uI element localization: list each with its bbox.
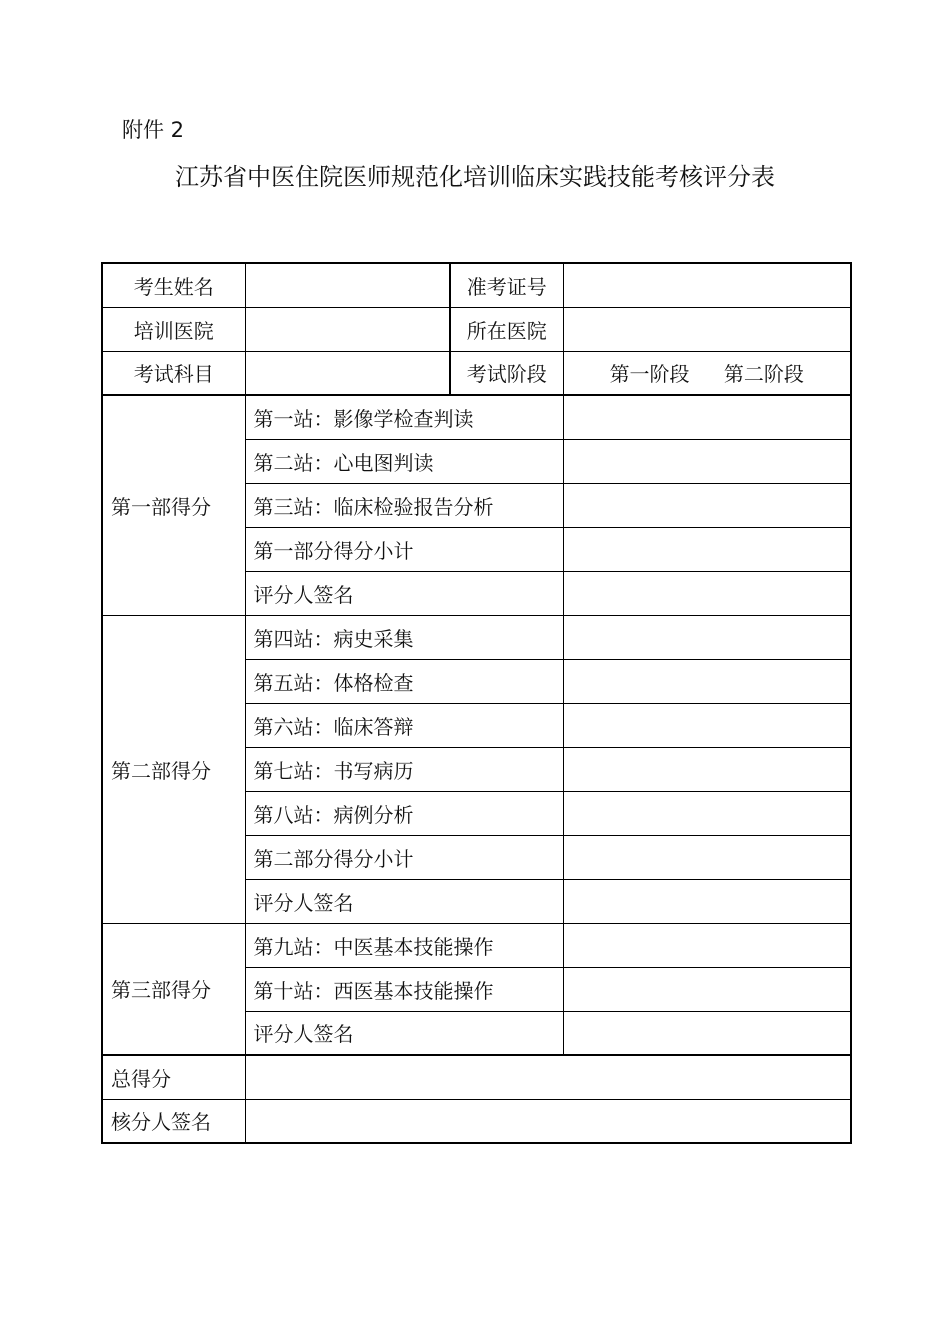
exam-stage-label: 考试阶段: [450, 351, 563, 395]
station-item: 第四站：病史采集: [245, 615, 563, 659]
info-row-candidate: [102, 263, 851, 307]
total-score-field[interactable]: [245, 1055, 851, 1099]
current-hospital-field[interactable]: [563, 307, 851, 351]
station-item: 第五站：体格检查: [245, 659, 563, 703]
verifier-signature-row: [102, 1099, 851, 1143]
attachment-label: 附件 2: [122, 118, 185, 142]
signature-field[interactable]: [563, 1011, 851, 1055]
total-score-row: [102, 1055, 851, 1099]
verifier-signature-label: 核分人签名: [102, 1099, 245, 1143]
section-label-part3: 第三部得分: [102, 923, 245, 1055]
station-item: 第七站：书写病历: [245, 747, 563, 791]
verifier-signature-field[interactable]: [245, 1099, 851, 1143]
training-hospital-field[interactable]: [245, 307, 450, 351]
station-item: 第二站：心电图判读: [245, 439, 563, 483]
stage-option-first[interactable]: 第一阶段: [609, 362, 690, 387]
total-score-label: 总得分: [102, 1055, 245, 1099]
table-row: [102, 615, 851, 659]
table-row: [102, 395, 851, 439]
signature-field[interactable]: [563, 571, 851, 615]
score-field[interactable]: [563, 615, 851, 659]
candidate-name-label: 考生姓名: [102, 263, 245, 307]
section-label-part1: 第一部得分: [102, 395, 245, 615]
info-row-subject: [102, 351, 851, 395]
station-item: 第十站：西医基本技能操作: [245, 967, 563, 1011]
station-item: 第九站：中医基本技能操作: [245, 923, 563, 967]
score-field[interactable]: [563, 483, 851, 527]
score-field[interactable]: [563, 923, 851, 967]
document-title: 江苏省中医住院医师规范化培训临床实践技能考核评分表: [175, 163, 775, 191]
stage-option-second[interactable]: 第二阶段: [723, 362, 804, 387]
station-item: 第一站：影像学检查判读: [245, 395, 563, 439]
score-field[interactable]: [563, 527, 851, 571]
score-field[interactable]: [563, 659, 851, 703]
table-row: [102, 923, 851, 967]
info-row-hospital: [102, 307, 851, 351]
station-item: 第六站：临床答辩: [245, 703, 563, 747]
score-field[interactable]: [563, 395, 851, 439]
exam-stage-options: [563, 351, 851, 395]
score-field[interactable]: [563, 439, 851, 483]
score-table: [101, 262, 852, 1144]
current-hospital-label: 所在医院: [450, 307, 563, 351]
signature-field[interactable]: [563, 879, 851, 923]
score-field[interactable]: [563, 967, 851, 1011]
training-hospital-label: 培训医院: [102, 307, 245, 351]
grader-signature-item: 评分人签名: [245, 879, 563, 923]
exam-subject-label: 考试科目: [102, 351, 245, 395]
score-field[interactable]: [563, 791, 851, 835]
section-label-part2: 第二部得分: [102, 615, 245, 923]
station-item: 第八站：病例分析: [245, 791, 563, 835]
score-field[interactable]: [563, 747, 851, 791]
subtotal-item: 第一部分得分小计: [245, 527, 563, 571]
score-field[interactable]: [563, 835, 851, 879]
subtotal-item: 第二部分得分小计: [245, 835, 563, 879]
exam-number-field[interactable]: [563, 263, 851, 307]
score-field[interactable]: [563, 703, 851, 747]
candidate-name-field[interactable]: [245, 263, 450, 307]
grader-signature-item: 评分人签名: [245, 1011, 563, 1055]
station-item: 第三站：临床检验报告分析: [245, 483, 563, 527]
exam-subject-field[interactable]: [245, 351, 450, 395]
grader-signature-item: 评分人签名: [245, 571, 563, 615]
exam-number-label: 准考证号: [450, 263, 563, 307]
